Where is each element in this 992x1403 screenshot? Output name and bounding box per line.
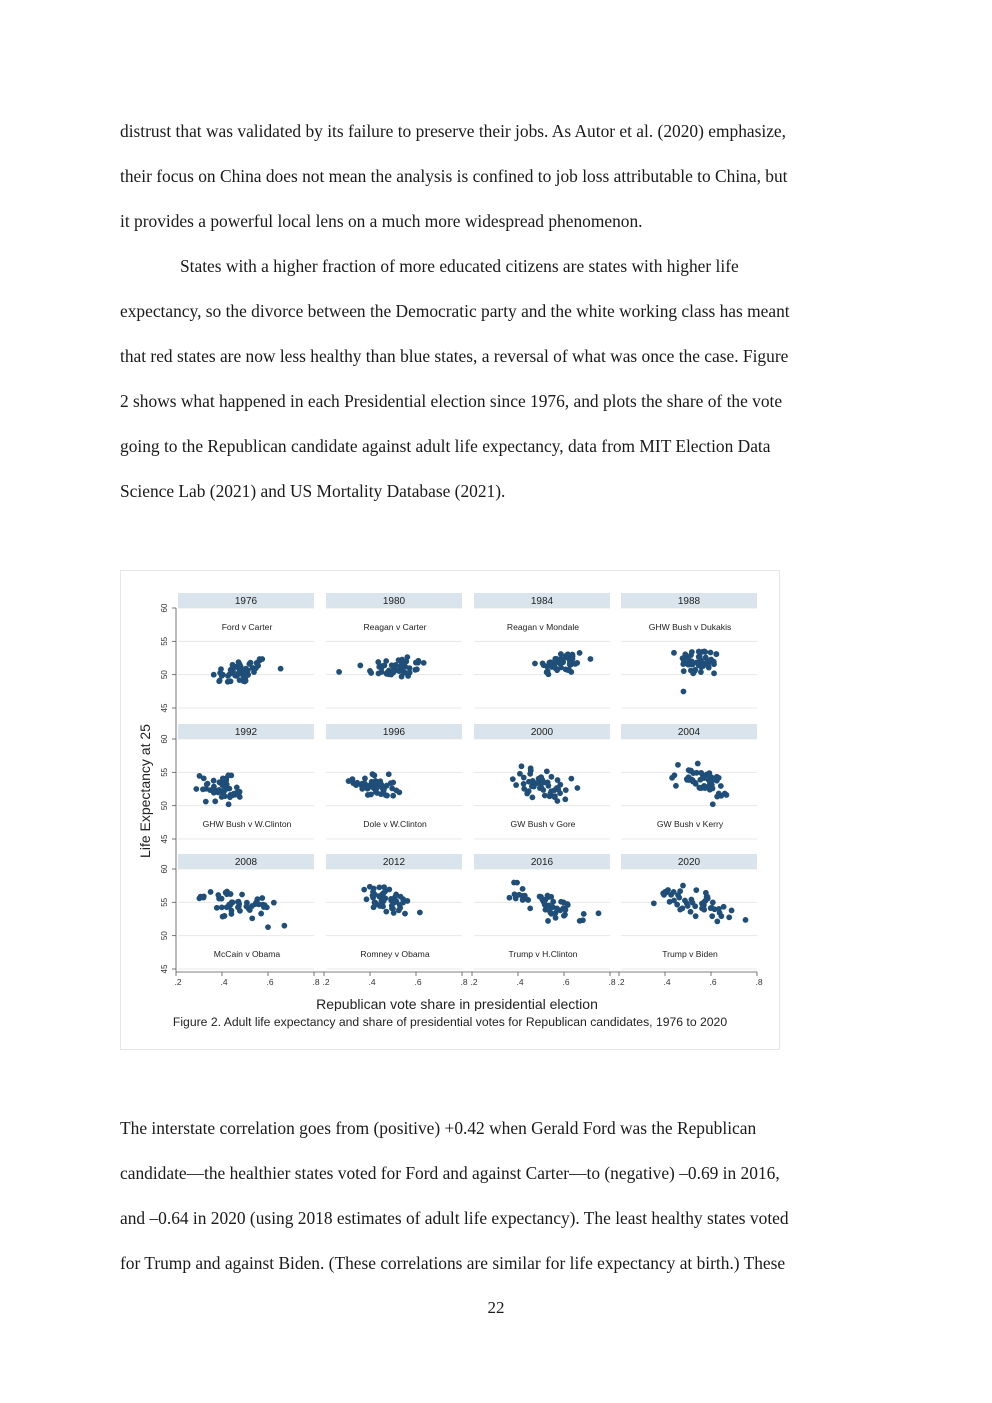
panel-matchup-label: Trump v H.Clinton	[508, 949, 578, 959]
data-point	[684, 777, 690, 783]
data-point	[688, 909, 694, 915]
data-point	[259, 656, 265, 662]
x-tick-label: .4	[368, 977, 376, 987]
panel-matchup-label: GW Bush v Gore	[510, 819, 576, 829]
data-point	[368, 670, 374, 676]
data-point	[264, 904, 270, 910]
data-point	[692, 903, 698, 909]
data-point	[718, 783, 724, 789]
y-tick-label: 60	[160, 603, 169, 613]
y-tick-label: 55	[160, 767, 169, 777]
y-axis-title: Life Expectancy at 25	[137, 724, 153, 858]
panel-matchup-label: Trump v Biden	[662, 949, 718, 959]
x-tick-label: .4	[516, 977, 524, 987]
data-point	[271, 900, 277, 906]
data-point	[373, 789, 379, 795]
data-point	[216, 787, 222, 793]
data-point	[357, 663, 363, 669]
panel-year-label: 2008	[234, 857, 258, 868]
data-point	[701, 648, 707, 654]
data-point	[713, 651, 719, 657]
data-point	[278, 666, 284, 672]
data-point	[677, 888, 683, 894]
data-point	[517, 771, 523, 777]
data-point	[527, 905, 533, 911]
data-point	[550, 899, 556, 905]
x-tick-label: .6	[562, 977, 570, 987]
y-tick-label: 45	[160, 703, 169, 713]
data-point	[553, 915, 559, 921]
data-point	[415, 660, 421, 666]
data-point	[717, 910, 723, 916]
data-point	[370, 895, 376, 901]
y-tick-label: 50	[160, 931, 169, 941]
data-point	[558, 659, 564, 665]
data-point	[390, 793, 396, 799]
data-point	[565, 651, 571, 657]
data-point	[711, 670, 717, 676]
text-line: expectancy, so the divorce between the Democratic party and the white working class has meant	[120, 301, 790, 321]
data-point	[193, 786, 199, 792]
data-point	[549, 911, 555, 917]
data-point	[382, 663, 388, 669]
data-point	[200, 786, 206, 792]
data-point	[708, 657, 714, 663]
panel-matchup-label: Romney v Obama	[360, 949, 430, 959]
data-point	[663, 889, 669, 895]
panel-matchup-label: GW Bush v Kerry	[656, 819, 724, 829]
data-point	[218, 666, 224, 672]
data-point	[710, 900, 716, 906]
data-point	[568, 776, 574, 782]
text-line: 2 shows what happened in each Presidential election since 1976, and plots the share of the vote	[120, 391, 783, 411]
data-point	[700, 773, 706, 779]
data-point	[265, 924, 271, 930]
data-point	[530, 779, 536, 785]
data-point	[574, 660, 580, 666]
text-line: going to the Republican candidate against adult life expectancy, data from MIT Election Data	[120, 436, 771, 456]
data-point	[240, 672, 246, 678]
panel-year-label: 2000	[530, 727, 554, 738]
data-point	[249, 915, 255, 921]
data-point	[211, 672, 217, 678]
panel-year-label: 2016	[530, 857, 554, 868]
paragraph-1	[120, 109, 880, 244]
data-point	[545, 918, 551, 924]
data-point	[538, 894, 544, 900]
data-point	[673, 783, 679, 789]
data-point	[211, 778, 217, 784]
data-point	[507, 895, 513, 901]
data-point	[677, 907, 683, 913]
text-line: it provides a powerful local lens on a much more widespread phenomenon.	[120, 211, 643, 231]
data-point	[214, 905, 220, 911]
data-point	[574, 785, 580, 791]
data-point	[243, 904, 249, 910]
data-point	[557, 790, 563, 796]
data-point	[707, 772, 713, 778]
text-line: The interstate correlation goes from (positive) +0.42 when Gerald Ford was the Republican	[120, 1118, 757, 1138]
panel-year-label: 1988	[677, 596, 701, 607]
data-point	[562, 796, 568, 802]
text-line: States with a higher fraction of more educated citizens are states with higher life	[180, 256, 739, 276]
data-point	[404, 654, 410, 660]
data-point	[412, 667, 418, 673]
data-point	[596, 910, 602, 916]
data-point	[551, 664, 557, 670]
data-point	[513, 782, 519, 788]
data-point	[714, 794, 720, 800]
paragraph-2	[120, 244, 880, 514]
data-point	[566, 667, 572, 673]
data-point	[383, 909, 389, 915]
data-point	[580, 917, 586, 923]
data-point	[521, 786, 527, 792]
data-point	[548, 659, 554, 665]
panel-matchup-label: Ford v Carter	[221, 622, 273, 632]
data-point	[549, 774, 555, 780]
data-point	[217, 779, 223, 785]
data-point	[519, 763, 525, 769]
data-point	[400, 900, 406, 906]
data-point	[545, 668, 551, 674]
data-point	[545, 894, 551, 900]
data-point	[365, 792, 371, 798]
data-point	[708, 650, 714, 656]
data-point	[205, 781, 211, 787]
data-point	[680, 883, 686, 889]
data-point	[524, 896, 530, 902]
data-point	[681, 668, 687, 674]
data-point	[705, 784, 711, 790]
text-line: Science Lab (2021) and US Mortality Database (2021).	[120, 481, 506, 501]
panel-matchup-label: Dole v W.Clinton	[363, 819, 427, 829]
data-point	[372, 780, 378, 786]
y-tick-label: 60	[160, 864, 169, 874]
x-tick-label: .8	[460, 977, 468, 987]
data-point	[379, 669, 385, 675]
x-tick-label: .4	[663, 977, 671, 987]
text-line: distrust that was validated by its failure to preserve their jobs. As Autor et al. (2020) emphasize,	[120, 121, 786, 141]
panel-matchup-label: GHW Bush v W.Clinton	[202, 819, 292, 829]
data-point	[216, 896, 222, 902]
data-point	[249, 903, 255, 909]
data-point	[682, 898, 688, 904]
panel-year-label: 2020	[677, 857, 701, 868]
data-point	[212, 798, 218, 804]
data-point	[540, 660, 546, 666]
y-tick-label: 55	[160, 897, 169, 907]
data-point	[372, 900, 378, 906]
data-point	[223, 786, 229, 792]
x-tick-label: .6	[709, 977, 717, 987]
figure-caption: Figure 2. Adult life expectancy and share of presidential votes for Republican candidates, 1976 to 2020	[172, 1015, 728, 1029]
data-point	[563, 787, 569, 793]
panel-year-label: 1984	[530, 596, 554, 607]
panel-matchup-label: McCain v Obama	[213, 949, 281, 959]
data-point	[253, 665, 259, 671]
data-point	[542, 902, 548, 908]
data-point	[220, 672, 226, 678]
x-tick-label: .2	[617, 977, 625, 987]
data-point	[236, 790, 242, 796]
data-point	[547, 793, 553, 799]
data-point	[743, 917, 749, 923]
data-point	[390, 906, 396, 912]
data-point	[361, 887, 367, 893]
data-point	[226, 801, 232, 807]
data-point	[681, 689, 687, 695]
data-point	[372, 773, 378, 779]
data-point	[565, 902, 571, 908]
data-point	[259, 895, 265, 901]
data-point	[392, 894, 398, 900]
data-point	[554, 798, 560, 804]
data-point	[393, 787, 399, 793]
data-point	[258, 911, 264, 917]
data-point	[714, 774, 720, 780]
data-point	[675, 762, 681, 768]
data-point	[239, 892, 245, 898]
data-point	[709, 913, 715, 919]
data-point	[236, 901, 242, 907]
data-point	[208, 889, 214, 895]
data-point	[243, 666, 249, 672]
text-line: that red states are now less healthy than blue states, a reversal of what was once the case. Figure	[120, 346, 789, 366]
data-point	[399, 664, 405, 670]
y-tick-label: 45	[160, 964, 169, 974]
data-point	[689, 649, 695, 655]
data-point	[709, 905, 715, 911]
panel-year-label: 1992	[234, 727, 258, 738]
x-tick-label: .8	[312, 977, 320, 987]
data-point	[529, 783, 535, 789]
data-point	[370, 889, 376, 895]
data-point	[405, 673, 411, 679]
data-point	[577, 650, 583, 656]
data-point	[402, 911, 408, 917]
x-tick-label: .2	[470, 977, 478, 987]
text-line: candidate—the healthier states voted for Ford and against Carter—to (negative) –0.69 in 2016,	[120, 1163, 780, 1183]
data-point	[254, 660, 260, 666]
data-point	[241, 678, 247, 684]
text-line: for Trump and against Biden. (These correlations are similar for life expectancy at birth.) These	[120, 1253, 786, 1273]
data-point	[398, 894, 404, 900]
data-point	[561, 913, 567, 919]
data-point	[532, 661, 538, 667]
scatter-panel-chart	[121, 571, 779, 1011]
data-point	[203, 799, 209, 805]
data-point	[539, 777, 545, 783]
x-tick-label: .8	[755, 977, 763, 987]
data-point	[528, 765, 534, 771]
page-number: 22	[487, 1298, 505, 1317]
data-point	[693, 913, 699, 919]
y-tick-label: 50	[160, 670, 169, 680]
x-tick-label: .8	[608, 977, 616, 987]
data-point	[386, 771, 392, 777]
data-point	[685, 903, 691, 909]
data-point	[688, 668, 694, 674]
data-point	[516, 892, 522, 898]
x-tick-label: .2	[174, 977, 182, 987]
x-tick-label: .4	[220, 977, 228, 987]
data-point	[376, 893, 382, 899]
data-point	[698, 657, 704, 663]
y-tick-label: 45	[160, 834, 169, 844]
data-point	[690, 662, 696, 668]
data-point	[671, 898, 677, 904]
data-point	[197, 773, 203, 779]
data-point	[196, 895, 202, 901]
x-axis-title: Republican vote share in presidential election	[316, 996, 598, 1011]
data-point	[220, 914, 226, 920]
data-point	[544, 768, 550, 774]
data-point	[510, 776, 516, 782]
data-point	[229, 911, 235, 917]
data-point	[248, 660, 254, 666]
data-point	[379, 785, 385, 791]
data-point	[236, 659, 242, 665]
data-point	[651, 900, 657, 906]
data-point	[527, 771, 533, 777]
data-point	[705, 894, 711, 900]
panel-matchup-label: Reagan v Carter	[363, 622, 427, 632]
panel-year-label: 2012	[382, 857, 406, 868]
data-point	[554, 785, 560, 791]
y-tick-label: 55	[160, 636, 169, 646]
data-point	[353, 782, 359, 788]
data-point	[693, 887, 699, 893]
data-point	[421, 660, 427, 666]
panel-year-label: 2004	[677, 727, 701, 738]
data-point	[225, 673, 231, 679]
data-point	[224, 889, 230, 895]
text-line: their focus on China does not mean the analysis is confined to job loss attributable to China, but	[120, 166, 788, 186]
data-point	[229, 899, 235, 905]
panel-year-label: 1996	[382, 727, 406, 738]
data-point	[376, 884, 382, 890]
data-point	[391, 667, 397, 673]
data-point	[211, 788, 217, 794]
data-point	[386, 887, 392, 893]
panel-year-label: 1976	[234, 596, 258, 607]
data-point	[695, 761, 701, 767]
x-tick-label: .6	[266, 977, 274, 987]
data-point	[360, 784, 366, 790]
data-point	[537, 785, 543, 791]
data-point	[346, 778, 352, 784]
data-point	[225, 772, 231, 778]
data-point	[378, 791, 384, 797]
figure-2	[120, 570, 780, 1050]
text-line: and –0.64 in 2020 (using 2018 estimates of adult life expectancy). The least healthy states voted	[120, 1208, 789, 1228]
data-point	[228, 667, 234, 673]
data-point	[696, 785, 702, 791]
data-point	[227, 792, 233, 798]
data-point	[336, 669, 342, 675]
panel-matchup-label: GHW Bush v Dukakis	[648, 622, 732, 632]
data-point	[688, 897, 694, 903]
data-point	[567, 658, 573, 664]
data-point	[724, 792, 730, 798]
panel-year-label: 1980	[382, 596, 406, 607]
data-point	[520, 886, 526, 892]
data-point	[701, 904, 707, 910]
paragraph-3	[120, 1106, 880, 1286]
data-point	[676, 895, 682, 901]
y-tick-label: 50	[160, 801, 169, 811]
data-point	[581, 911, 587, 917]
data-point	[230, 662, 236, 668]
data-point	[696, 649, 702, 655]
data-point	[672, 772, 678, 778]
data-point	[511, 880, 517, 886]
data-point	[281, 923, 287, 929]
data-point	[529, 794, 535, 800]
data-point	[686, 767, 692, 773]
x-tick-label: .2	[322, 977, 330, 987]
data-point	[671, 650, 677, 656]
data-point	[219, 794, 225, 800]
data-point	[557, 907, 563, 913]
data-point	[729, 908, 735, 914]
data-point	[558, 899, 564, 905]
data-point	[521, 781, 527, 787]
data-point	[417, 910, 423, 916]
data-point	[228, 678, 234, 684]
panel-matchup-label: Reagan v Mondale	[506, 622, 580, 632]
data-point	[364, 896, 370, 902]
x-tick-label: .6	[414, 977, 422, 987]
data-point	[726, 914, 732, 920]
data-point	[710, 801, 716, 807]
y-tick-label: 60	[160, 734, 169, 744]
data-point	[714, 919, 720, 925]
data-point	[681, 656, 687, 662]
data-point	[698, 669, 704, 675]
data-point	[588, 656, 594, 662]
